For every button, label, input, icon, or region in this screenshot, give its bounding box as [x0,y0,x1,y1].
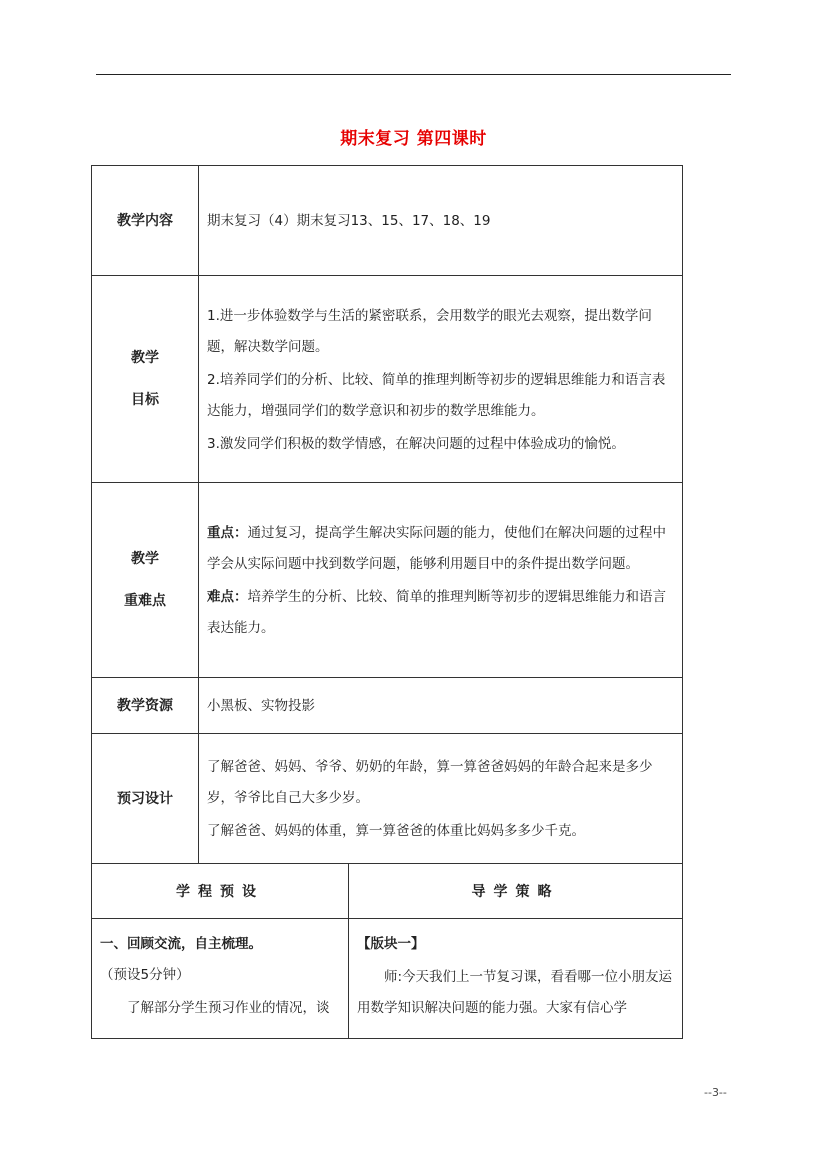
content-label-cell [91,165,199,276]
page-title: 期末复习 第四课时 [340,129,487,149]
preview-label: 预习设计 [117,790,173,807]
process-right-text: 师:今天我们上一节复习课，看看哪一位小朋友运用数学知识解决问题的能力强。大家有信心学 [357,969,673,1016]
process-right-cell [348,918,683,1039]
difficult-point-text: 培养学生的分析、比较、简单的推理判断等初步的逻辑思维能力和语言表达能力。 [207,589,666,636]
key-text-cell [198,482,683,678]
process-left-cell [91,918,349,1039]
key-point [207,518,676,580]
preview-item: 了解爸爸、妈妈的体重，算一算爸爸的体重比妈妈多多少千克。 [207,823,585,839]
resources-text: 小黑板、实物投影 [207,698,315,714]
difficult-point [207,582,676,644]
key-point-text: 通过复习，提高学生解决实际问题的能力，使他们在解决问题的过程中学会从实际问题中找到数学问题，能够利用题目中的条件提出数学问题。 [207,525,666,572]
column-header-right [348,863,683,919]
process-right-heading: 【版块一】 [357,936,425,952]
header-rule [96,74,731,75]
goal-item: 3.激发同学们积极的数学情感，在解决问题的过程中体验成功的愉悦。 [207,435,625,452]
resources-label: 教学资源 [117,697,173,714]
page-number: --3-- [704,1086,727,1099]
content-text: 期末复习（4）期末复习13、15、17、18、19 [207,213,491,229]
key-label-1: 教学 [131,551,159,567]
key-point-label: 重点： [207,525,248,541]
difficult-point-label: 难点： [207,589,248,605]
goals-text-cell [198,275,683,483]
goals-label-cell [91,275,199,483]
goal-item: 2.培养同学们的分析、比较、简单的推理判断等初步的逻辑思维能力和语言表达能力，增强同学们的数学意识和初步的数学思维能力。 [207,371,666,419]
column-header-left [91,863,349,919]
goals-label-1: 教学 [131,350,159,366]
process-left-heading-line [100,929,342,991]
content-text-cell [198,165,683,276]
preview-label-cell [91,733,199,864]
resources-label-cell [91,677,199,734]
preview-item: 了解爸爸、妈妈、爷爷、奶奶的年龄，算一算爸爸妈妈的年龄合起来是多少岁，爷爷比自己大多少岁。 [207,759,653,806]
lesson-plan-table [91,165,683,1039]
process-left-heading: 一、回顾交流，自主梳理。 [100,936,262,952]
key-label-cell [91,482,199,678]
preview-text-cell [198,733,683,864]
column-header-right-text: 导学策略 [471,884,560,900]
goals-label-2: 目标 [131,392,159,408]
resources-text-cell [198,677,683,734]
process-left-note: （预设5分钟） [100,967,190,983]
content-label: 教学内容 [117,212,173,229]
key-label-2: 重难点 [124,593,166,609]
column-header-left-text: 学程预设 [176,884,264,900]
process-left-text: 了解部分学生预习作业的情况，谈 [127,1000,330,1016]
goal-item: 1.进一步体验数学与生活的紧密联系，会用数学的眼光去观察，提出数学问题，解决数学问题。 [207,307,652,355]
